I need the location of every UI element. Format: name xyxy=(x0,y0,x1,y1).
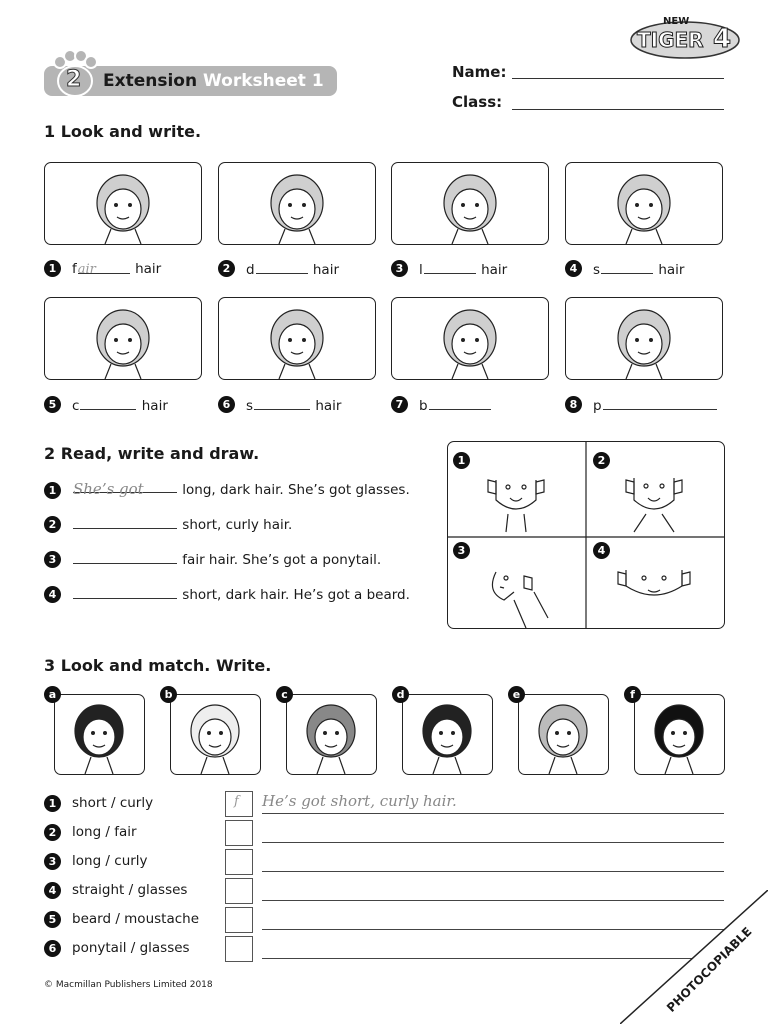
s1-sentence-3 xyxy=(419,261,507,278)
logo-level-text: 4 xyxy=(713,24,732,54)
paw-icon xyxy=(50,50,100,100)
face-illustration xyxy=(287,695,376,774)
title-word-extension: Extension xyxy=(103,71,198,91)
s3-answer-line-1[interactable] xyxy=(262,812,724,814)
unit-number: 2 xyxy=(66,67,82,92)
s1-answer-7[interactable] xyxy=(429,397,491,410)
s1-start-1: f xyxy=(72,261,77,277)
s2-sentence-1 xyxy=(72,480,410,498)
s2-number-4: 4 xyxy=(44,586,61,603)
s1-start-2: d xyxy=(246,262,255,278)
photocopiable-label: PHOTOCOPIABLE xyxy=(664,924,755,1015)
logo-tiger-text: TIGER xyxy=(637,28,704,52)
s3-answer-1: He’s got short, curly hair. xyxy=(262,792,457,810)
face-illustration xyxy=(219,163,375,244)
grid-number-3: 3 xyxy=(453,542,470,559)
s1-number-6: 6 xyxy=(218,396,235,413)
s2-sentence-3 xyxy=(72,551,381,568)
section2-title: 2 Read, write and draw. xyxy=(44,444,260,463)
face-illustration xyxy=(566,298,722,379)
s2-text-3: fair hair. She’s got a ponytail. xyxy=(182,552,382,568)
s2-number-3: 3 xyxy=(44,551,61,568)
s1-end-3: hair xyxy=(481,262,508,278)
class-field[interactable] xyxy=(512,109,724,110)
s3-text-3: long / curly xyxy=(72,853,148,869)
s3-answer-line-2[interactable] xyxy=(262,841,724,843)
s1-sentence-1 xyxy=(72,261,161,277)
s3-letter-box-1[interactable] xyxy=(225,791,253,817)
s1-start-7: b xyxy=(419,398,428,414)
s1-sentence-7 xyxy=(419,397,492,414)
grid-number-4: 4 xyxy=(593,542,610,559)
s1-answer-3[interactable] xyxy=(424,261,476,274)
s3-text-1: short / curly xyxy=(72,795,154,811)
face-illustration xyxy=(171,695,260,774)
hair-picture-6 xyxy=(218,297,376,380)
s2-text-1: long, dark hair. She’s got glasses. xyxy=(182,482,410,498)
s3-letter-box-4[interactable] xyxy=(225,878,253,904)
s1-item-2 xyxy=(218,260,378,278)
face-illustration xyxy=(635,695,724,774)
s2-sentence-2 xyxy=(72,516,292,533)
section3-title: 3 Look and match. Write. xyxy=(44,656,272,675)
match-letter-c: c xyxy=(276,686,293,703)
s3-letter-box-5[interactable] xyxy=(225,907,253,933)
s2-answer-3[interactable] xyxy=(73,551,177,564)
grid-number-2: 2 xyxy=(593,452,610,469)
s3-number-1: 1 xyxy=(44,795,61,812)
s1-item-6 xyxy=(218,396,378,414)
title-word-worksheet: Worksheet 1 xyxy=(203,71,324,91)
s1-end-4: hair xyxy=(658,262,685,278)
s1-number-1: 1 xyxy=(44,260,61,277)
face-illustration xyxy=(392,298,548,379)
class-label: Class: xyxy=(452,93,503,111)
s3-text-6: ponytail / glasses xyxy=(72,940,190,956)
s2-number-2: 2 xyxy=(44,516,61,533)
s1-end-6: hair xyxy=(315,398,342,414)
s1-number-8: 8 xyxy=(565,396,582,413)
s1-start-6: s xyxy=(246,398,254,414)
match-letter-f: f xyxy=(624,686,641,703)
photocopiable-corner xyxy=(620,890,768,1024)
s1-item-5 xyxy=(44,396,204,414)
s1-item-8 xyxy=(565,396,725,414)
s1-item-4 xyxy=(565,260,725,278)
face-illustration xyxy=(566,163,722,244)
name-field[interactable] xyxy=(512,78,724,79)
match-picture-c xyxy=(286,694,377,775)
s3-item-2 xyxy=(44,823,728,849)
s3-number-5: 5 xyxy=(44,911,61,928)
match-letter-a: a xyxy=(44,686,61,703)
grid-number-1: 1 xyxy=(453,452,470,469)
s1-sentence-2 xyxy=(246,261,339,278)
s2-answer-4[interactable] xyxy=(73,586,177,599)
match-picture-f xyxy=(634,694,725,775)
s1-start-5: c xyxy=(72,398,80,414)
hair-picture-7 xyxy=(391,297,549,380)
s1-end-1: hair xyxy=(135,261,162,277)
drawing-grid-art xyxy=(448,442,724,628)
match-letter-b: b xyxy=(160,686,177,703)
s1-end-5: hair xyxy=(141,398,168,414)
match-picture-a xyxy=(54,694,145,775)
s1-end-2: hair xyxy=(312,262,340,278)
s1-number-4: 4 xyxy=(565,260,582,277)
s1-number-3: 3 xyxy=(391,260,408,277)
hair-picture-2 xyxy=(218,162,376,245)
hair-picture-1 xyxy=(44,162,202,245)
s2-answer-1[interactable] xyxy=(73,480,177,498)
s3-letter-1: f xyxy=(234,794,239,809)
s2-text-4: short, dark hair. He’s got a beard. xyxy=(182,587,410,603)
s3-letter-box-3[interactable] xyxy=(225,849,253,875)
hair-picture-3 xyxy=(391,162,549,245)
s3-text-2: long / fair xyxy=(72,824,137,840)
s1-sentence-5 xyxy=(72,397,168,414)
s1-number-7: 7 xyxy=(391,396,408,413)
s1-item-7 xyxy=(391,396,551,414)
s1-answer-8[interactable] xyxy=(603,397,717,410)
s1-answer-1[interactable] xyxy=(77,261,130,277)
s2-answer-2[interactable] xyxy=(73,516,177,529)
face-illustration xyxy=(45,298,201,379)
s1-answer-4[interactable] xyxy=(601,261,653,274)
match-picture-b xyxy=(170,694,261,775)
s1-start-8: p xyxy=(593,398,602,414)
s1-number-2: 2 xyxy=(218,260,235,277)
s3-item-1 xyxy=(44,794,728,820)
match-picture-d xyxy=(402,694,493,775)
s3-number-4: 4 xyxy=(44,882,61,899)
s1-item-3 xyxy=(391,260,551,278)
face-illustration xyxy=(392,163,548,244)
face-illustration xyxy=(403,695,492,774)
section1-title: 1 Look and write. xyxy=(44,122,202,141)
s3-letter-box-6[interactable] xyxy=(225,936,253,962)
s1-number-5: 5 xyxy=(44,396,61,413)
s3-letter-box-2[interactable] xyxy=(225,820,253,846)
hair-picture-8 xyxy=(565,297,723,380)
face-illustration xyxy=(519,695,608,774)
s1-answer-5[interactable] xyxy=(80,397,136,410)
s3-answer-line-3[interactable] xyxy=(262,870,724,872)
s2-number-1: 1 xyxy=(44,482,61,499)
s1-start-3: l xyxy=(419,262,423,278)
hair-picture-4 xyxy=(565,162,723,245)
s1-start-4: s xyxy=(593,262,601,278)
s2-text-2: short, curly hair. xyxy=(182,517,293,533)
s1-answer-6[interactable] xyxy=(254,397,310,410)
worksheet-title xyxy=(103,71,324,91)
face-illustration xyxy=(45,163,201,244)
s3-text-4: straight / glasses xyxy=(72,882,188,898)
match-letter-e: e xyxy=(508,686,525,703)
name-label: Name: xyxy=(452,63,507,81)
tiger-logo xyxy=(625,14,740,62)
face-illustration xyxy=(219,298,375,379)
copyright: © Macmillan Publishers Limited 2018 xyxy=(44,980,213,990)
s3-item-3 xyxy=(44,852,728,878)
logo-new-text: NEW xyxy=(663,16,690,27)
s3-number-2: 2 xyxy=(44,824,61,841)
s1-item-1 xyxy=(44,260,204,278)
s2-sentence-4 xyxy=(72,586,410,603)
corner-fold-art xyxy=(620,890,768,1024)
s2-answer-text-1: She’s got xyxy=(73,480,144,498)
face-illustration xyxy=(55,695,144,774)
s1-sentence-4 xyxy=(593,261,684,278)
drawing-grid xyxy=(447,441,725,629)
match-letter-d: d xyxy=(392,686,409,703)
s3-text-5: beard / moustache xyxy=(72,911,200,927)
s1-sentence-6 xyxy=(246,397,341,414)
s3-number-3: 3 xyxy=(44,853,61,870)
hair-picture-5 xyxy=(44,297,202,380)
s1-answer-text-1: air xyxy=(77,262,96,277)
s3-number-6: 6 xyxy=(44,940,61,957)
match-picture-e xyxy=(518,694,609,775)
s1-sentence-8 xyxy=(593,397,718,414)
s1-answer-2[interactable] xyxy=(256,261,308,274)
